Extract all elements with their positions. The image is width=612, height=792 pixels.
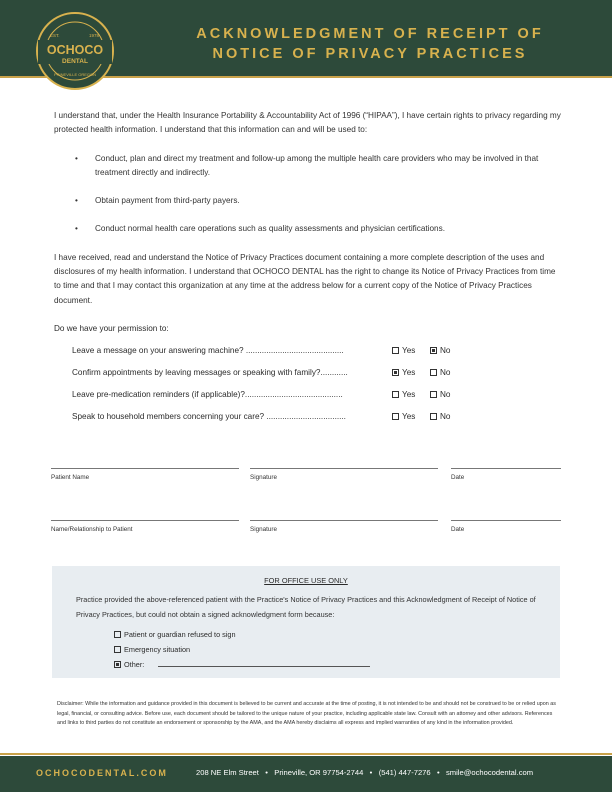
yes-option[interactable] [392,412,415,421]
office-use-description: Practice provided the above-referenced patient with the Practice's Notice of Privacy Practices and this Acknowledgment of Receipt of Notice of Privacy Practices, but could not obtain a signed acknowledgment form because: [76,595,536,619]
signature-line[interactable] [250,520,438,521]
relationship-line[interactable] [51,520,239,521]
logo-year: 1978 [89,33,100,38]
yes-checkbox[interactable] [392,391,399,398]
permission-row [72,390,492,404]
permission-row [72,368,492,382]
no-checkbox[interactable] [430,369,437,376]
yes-checkbox[interactable] [392,347,399,354]
bullet-dot: • [75,224,78,233]
no-option[interactable] [430,390,450,399]
footer-separator: • [436,768,440,777]
no-checkbox[interactable] [430,413,437,420]
office-checkbox[interactable] [114,631,121,638]
yes-label: Yes [402,368,416,377]
date-line[interactable] [451,520,561,521]
no-label: No [440,390,451,399]
footer-phone[interactable]: (541) 447-7276 [378,768,431,777]
no-checkbox[interactable] [430,347,437,354]
permission-question-text: Leave a message on your answering machine? ........................................... [72,346,344,355]
no-label: No [440,412,451,421]
office-use-heading: FOR OFFICE USE ONLY [264,576,348,585]
office-checkbox[interactable] [114,646,121,653]
permission-question-text: Confirm appointments by leaving messages or speaking with family?............ [72,368,348,377]
logo-wordmark: OCHOCO [46,43,104,57]
no-option[interactable] [430,412,450,421]
page-title [150,24,590,64]
page-title-line1: ACKNOWLEDGMENT OF RECEIPT OF [196,26,544,42]
footer-separator: • [369,768,373,777]
permission-row [72,412,492,426]
yes-option[interactable] [392,368,415,377]
footer-email[interactable]: smile@ochocodental.com [445,768,534,777]
bullet-dot: • [75,196,78,205]
footer-gold-rule [0,753,612,755]
patient-name-label: Patient Name [51,474,90,481]
footer-band [0,756,612,792]
date-line[interactable] [451,468,561,469]
bullet-text: Obtain payment from third-party payers. [95,196,240,205]
no-checkbox[interactable] [430,391,437,398]
signature-label: Signature [250,526,277,533]
permission-question: Do we have your permission to: [54,324,169,333]
office-checkbox[interactable] [114,661,121,668]
logo-subtitle: DENTAL [62,58,88,65]
bullet-dot: • [75,154,78,163]
signature-label: Signature [250,474,277,481]
yes-checkbox[interactable] [392,413,399,420]
relationship-label: Name/Relationship to Patient [51,526,133,533]
date-label: Date [451,474,465,481]
bullet-text: Conduct, plan and direct my treatment and follow-up among the multiple health care providers who may be involved in that treatment directly and indirectly. [95,154,539,178]
footer-website[interactable]: OCHOCODENTAL.COM [36,768,168,778]
logo-ring-text: PRINEVILLE OREGON [53,72,97,77]
patient-name-line[interactable] [51,468,239,469]
no-option[interactable] [430,346,450,355]
yes-label: Yes [402,412,416,421]
yes-option[interactable] [392,346,415,355]
no-label: No [440,346,451,355]
ochoco-dental-logo [34,10,116,92]
bullet-text: Conduct normal health care operations such as quality assessments and physician certifications. [95,224,445,233]
permission-question-text: Speak to household members concerning your care? ................................... [72,412,346,421]
no-option[interactable] [430,368,450,377]
no-label: No [440,368,451,377]
page-title-line2: NOTICE OF PRIVACY PRACTICES [212,46,528,62]
disclaimer-text: Disclaimer: While the information and guidance provided in this document is believed to be current and accurate at the time of posting, it is not intended to be and should not be construed to be or relied upon as legal, financial, or consulting advice. Before use, each document should be tailored to the unique nature of your practice, including applicable state law. Consult with an attorney and other advisors. References and links to third parties do not constitute an endorsement or sponsorship by the AMA, and the AMA hereby disclaims all express and implied warranties of any kind in the information provided. [57,701,556,727]
yes-checkbox[interactable] [392,369,399,376]
permission-question-text: Leave pre-medication reminders (if applicable)?........................................... [72,390,343,399]
yes-label: Yes [402,346,416,355]
logo-est: EST. [50,33,60,38]
other-reason-line[interactable] [158,666,370,667]
signature-line[interactable] [250,468,438,469]
date-label: Date [451,526,465,533]
permission-row [72,346,492,360]
office-use-box [52,566,560,678]
footer-address: 208 NE Elm Street [196,768,259,777]
office-option[interactable] [114,645,190,654]
office-option-label: Other: [124,660,145,669]
yes-option[interactable] [392,390,415,399]
office-option[interactable] [114,630,236,639]
office-option-label: Patient or guardian refused to sign [124,630,236,639]
footer-contact [196,768,533,777]
footer-city: Prineville, OR 97754-2744 [274,768,364,777]
received-paragraph: I have received, read and understand the Notice of Privacy Practices document containing a more complete description of the uses and disclosures of my health information. I understand that OCHOCO DENTAL has the right to change its Notice of Privacy Practices from time to time and that I may contact this organization at any time at the address below for a current copy of the Notice of Privacy Practices document. [54,253,556,305]
office-option-label: Emergency situation [124,645,191,654]
footer-separator: • [265,768,268,777]
intro-paragraph: I understand that, under the Health Insurance Portability & Accountability Act of 1996 (“HIPAA”), I have certain rights to privacy regarding my protected health information. I understand that this information can and will be used to: [54,111,561,135]
office-option[interactable] [114,660,144,669]
yes-label: Yes [402,390,416,399]
